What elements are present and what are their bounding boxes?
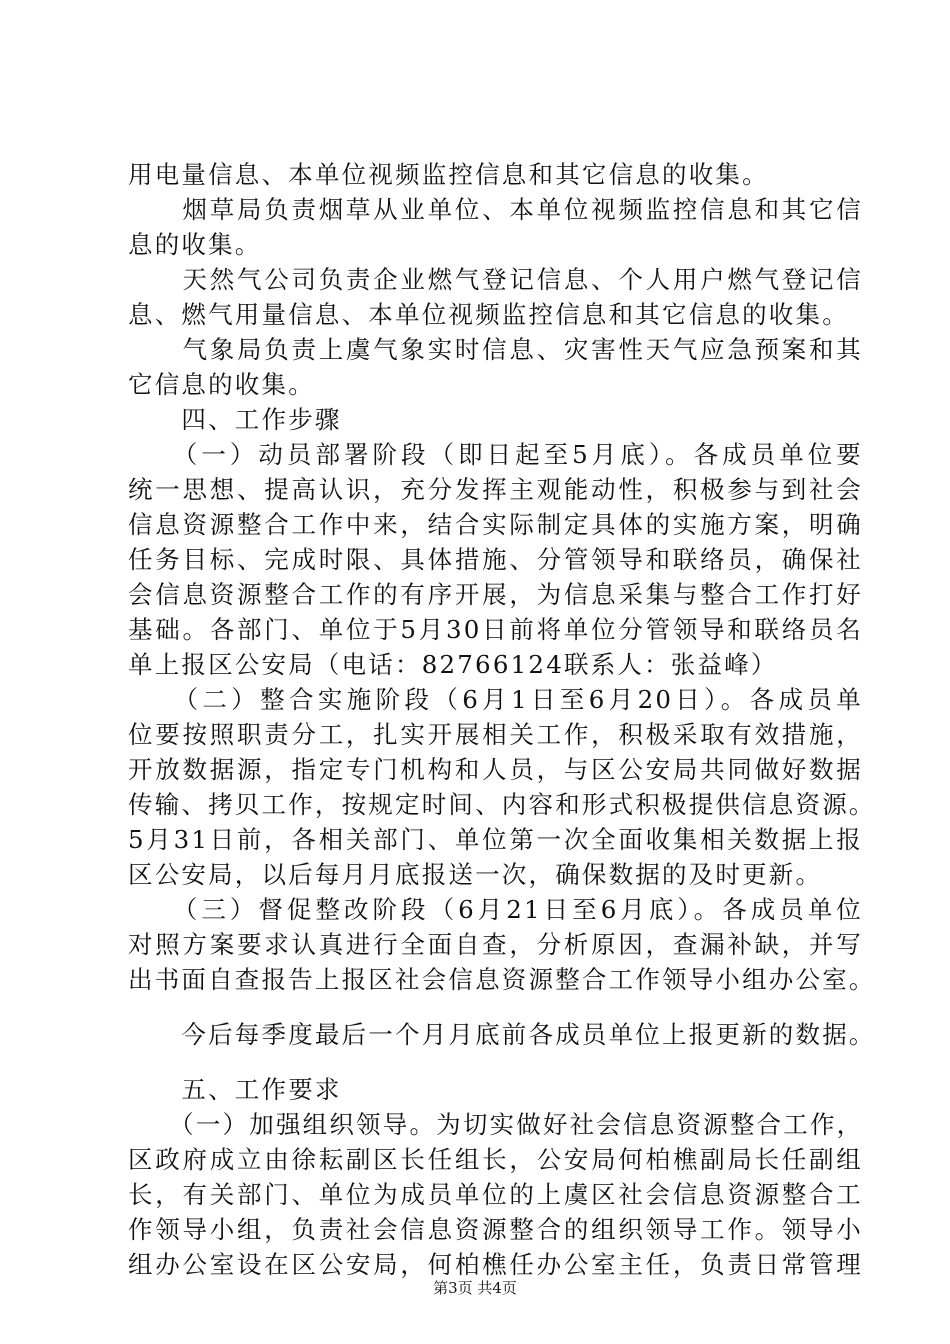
paragraph-line: 烟草局负责烟草从业单位、本单位视频监控信息和其它信 <box>128 195 863 224</box>
paragraph-line: （二）整合实施阶段（6月1日至6月20日）。各成员单 <box>128 685 863 714</box>
paragraph-line: 息的收集。 <box>128 230 262 259</box>
paragraph-line: （一）加强组织领导。为切实做好社会信息资源整合工作， <box>128 1110 864 1139</box>
paragraph-line: 组办公室设在区公安局，何柏樵任办公室主任，负责日常管理 <box>128 1250 863 1279</box>
paragraph-line: 天然气公司负责企业燃气登记信息、个人用户燃气登记信 <box>128 265 863 294</box>
paragraph-line: 四、工作步骤 <box>128 405 342 434</box>
paragraph-line: 长，有关部门、单位为成员单位的上虞区社会信息资源整合工 <box>128 1180 863 1209</box>
paragraph-line: 今后每季度最后一个月月底前各成员单位上报更新的数据。 <box>128 1020 876 1049</box>
paragraph-line: 5月31日前，各相关部门、单位第一次全面收集相关数据上报 <box>128 825 863 854</box>
paragraph-line: 息、燃气用量信息、本单位视频监控信息和其它信息的收集。 <box>128 300 849 329</box>
paragraph-line: 气象局负责上虞气象实时信息、灾害性天气应急预案和其 <box>128 335 863 364</box>
paragraph-line: （一）动员部署阶段（即日起至5月底）。各成员单位要 <box>128 440 863 469</box>
paragraph-line: 对照方案要求认真进行全面自查，分析原因，查漏补缺，并写 <box>128 930 863 959</box>
paragraph-line: 五、工作要求 <box>128 1075 342 1104</box>
paragraph-line: 作领导小组，负责社会信息资源整合的组织领导工作。领导小 <box>128 1215 863 1244</box>
paragraph-line: 区政府成立由徐耘副区长任组长，公安局何柏樵副局长任副组 <box>128 1145 863 1174</box>
paragraph-line: 出书面自查报告上报区社会信息资源整合工作领导小组办公室。 <box>128 965 876 994</box>
paragraph-line: 会信息资源整合工作的有序开展，为信息采集与整合工作打好 <box>128 580 863 609</box>
paragraph-line: 传输、拷贝工作，按规定时间、内容和形式积极提供信息资源。 <box>128 790 876 819</box>
paragraph-line: 它信息的收集。 <box>128 370 315 399</box>
paragraph-line: 统一思想、提高认识，充分发挥主观能动性，积极参与到社会 <box>128 475 863 504</box>
page-footer: 第3页 共4页 <box>433 1279 517 1297</box>
paragraph-line: 单上报区公安局（电话：82766124联系人：张益峰） <box>128 650 778 679</box>
paragraph-line: 用电量信息、本单位视频监控信息和其它信息的收集。 <box>128 160 769 189</box>
paragraph-line: 区公安局，以后每月月底报送一次，确保数据的及时更新。 <box>128 860 823 889</box>
paragraph-line: 基础。各部门、单位于5月30日前将单位分管领导和联络员名 <box>128 615 863 644</box>
paragraph-line: 任务目标、完成时限、具体措施、分管领导和联络员，确保社 <box>128 545 863 574</box>
paragraph-line: 开放数据源，指定专门机构和人员，与区公安局共同做好数据 <box>128 755 863 784</box>
paragraph-line: 位要按照职责分工，扎实开展相关工作，积极采取有效措施， <box>128 720 863 749</box>
paragraph-line: 信息资源整合工作中来，结合实际制定具体的实施方案，明确 <box>128 510 863 539</box>
paragraph-line: （三）督促整改阶段（6月21日至6月底）。各成员单位 <box>128 895 863 924</box>
